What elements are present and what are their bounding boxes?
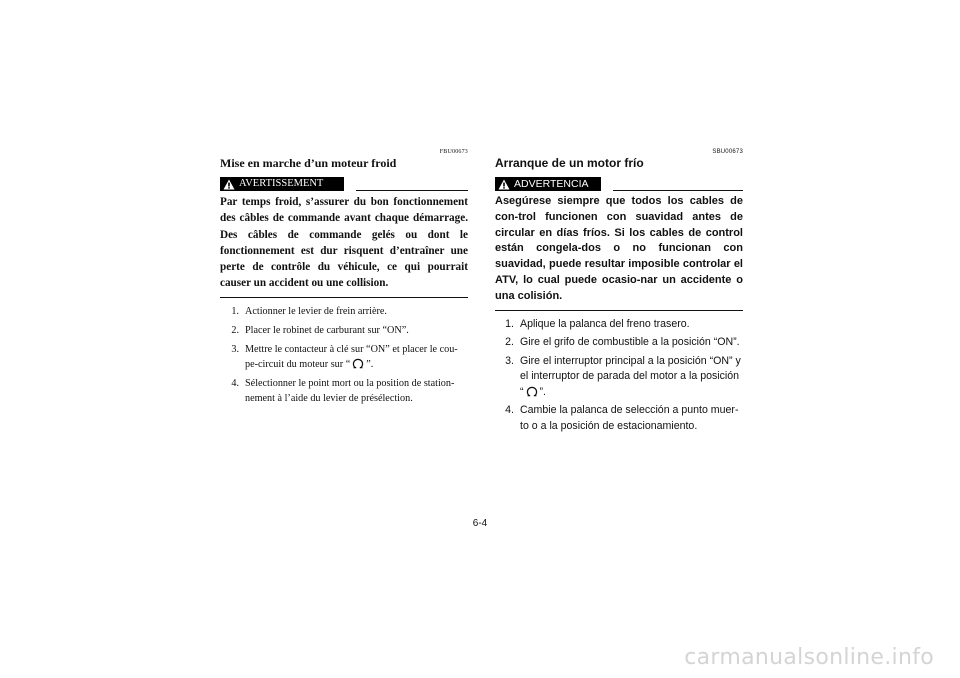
step-list xyxy=(220,304,468,406)
french-column xyxy=(220,148,468,410)
step-item: 2. Gire el grifo de combustible a la posición “ON”. xyxy=(505,336,740,349)
warning-header xyxy=(220,177,468,191)
section-heading: Arranque de un motor frío xyxy=(495,156,644,170)
warning-triangle-icon xyxy=(223,179,235,190)
step-list xyxy=(495,317,743,435)
step-item: 1. Aplique la palanca del freno trasero. xyxy=(505,317,690,330)
engine-run-symbol-icon xyxy=(352,357,364,369)
warning-label: ADVERTENCIA xyxy=(514,178,589,190)
warning-rule xyxy=(356,190,468,191)
section-code: FBU00673 xyxy=(439,149,468,155)
warning-label-box xyxy=(495,177,601,191)
warning-text: Asegúrese siempre que todos los cables de con-trol funcionen con suavidad antes de circular en días fríos. Si los cables de control están congela-dos o no funcionan con suavidad, puede resultar imposible controlar el ATV, lo cual puede ocasio-nar un accidente o una colisión. xyxy=(495,195,743,302)
step-item: 1. Actionner le levier de frein arrière. xyxy=(231,305,387,317)
warning-rule xyxy=(613,190,743,191)
warning-end-rule xyxy=(495,310,743,311)
watermark: carmanualsonline.info xyxy=(684,645,934,670)
warning-triangle-icon xyxy=(498,179,510,190)
step-item: 3. Mettre le contacteur à clé sur “ON” et placer le cou-pe-circuit du moteur sur “ ”. xyxy=(231,343,458,370)
spanish-column xyxy=(495,148,743,437)
engine-run-symbol-icon xyxy=(526,385,538,397)
step-item: 3. Gire el interruptor principal a la posición “ON” y el interruptor de parada del motor a la posición “ ”. xyxy=(505,354,741,398)
warning-label-box xyxy=(220,177,344,191)
step-item: 4. Sélectionner le point mort ou la position de station-nement à l’aide du levier de présélection. xyxy=(231,377,455,404)
warning-end-rule xyxy=(220,297,468,298)
warning-text: Par temps froid, s’assurer du bon fonctionnement des câbles de commande avant chaque démarrage. Des câbles de commande gelés ou dont le fonctionnement est dur risquent d’entraîner une perte de contrôle du véhicule, ce qui pourrait causer un accident ou une collision. xyxy=(220,196,468,290)
section-heading: Mise en marche d’un moteur froid xyxy=(220,156,397,170)
section-code: SBU00673 xyxy=(712,149,743,155)
step-item: 4. Cambie la palanca de selección a punto muer-to o a la posición de estacionamiento. xyxy=(505,404,739,432)
page-number: 6-4 xyxy=(472,518,488,529)
step-item: 2. Placer le robinet de carburant sur “ON”. xyxy=(231,324,409,336)
warning-label: AVERTISSEMENT xyxy=(239,178,324,189)
warning-header xyxy=(495,177,743,191)
